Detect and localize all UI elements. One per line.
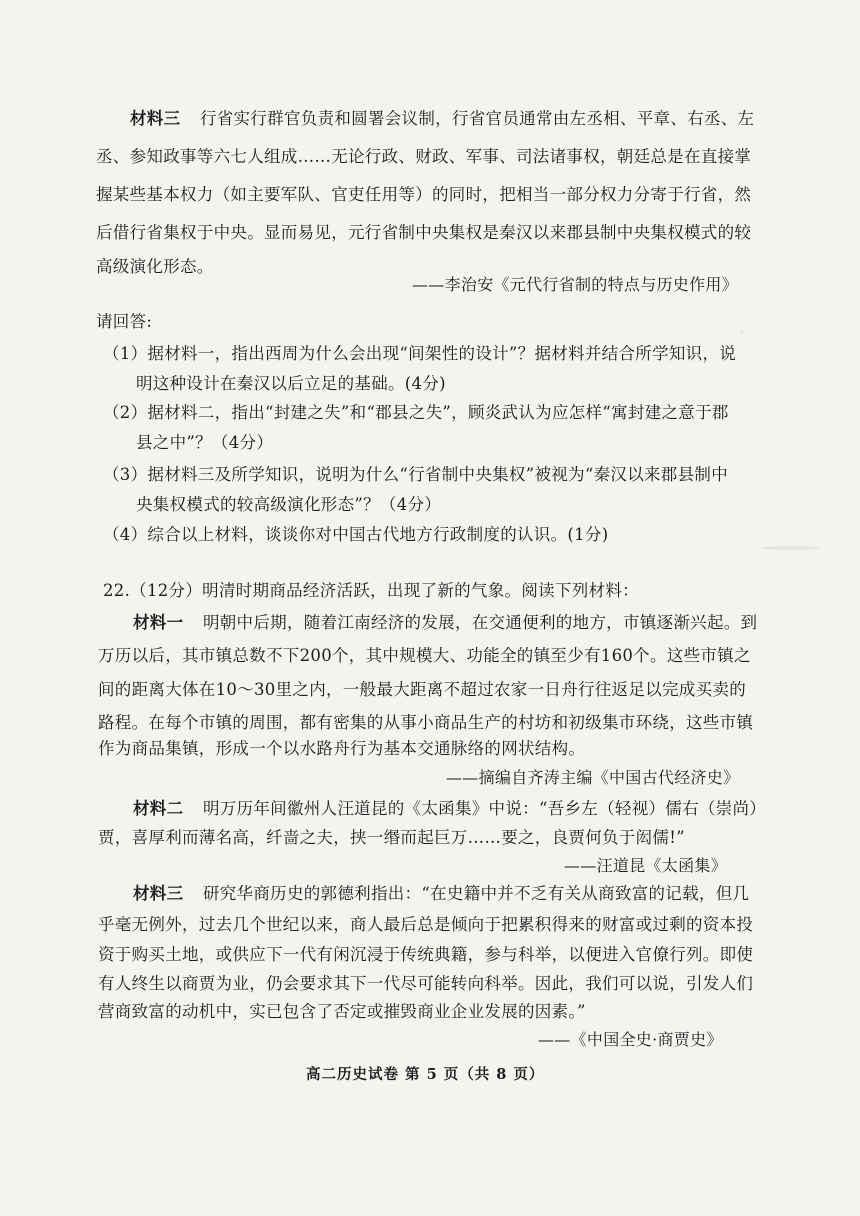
q21-question-2a: （2）据材料二，指出“封建之失”和“郡县之失”，顾炎武认为应怎样“寓封建之意于郡 [103, 403, 729, 422]
q21-material3-line-4: 后借行省集权于中央。显而易见，元行省制中央集权是秦汉以来郡县制中央集权模式的较 [96, 223, 752, 242]
q21-question-3b: 央集权模式的较高级演化形态”？（4分） [136, 495, 442, 514]
q21-material3-line-5: 高级演化形态。 [96, 257, 214, 276]
q22-material1-line-2: 万历以后，其市镇总数不下200个，其中规模大、功能全的镇至少有160个。这些市镇之 [98, 646, 751, 665]
page-footer: 高二历史试卷 第 5 页（共 8 页） [306, 1066, 545, 1083]
q21-prompt: 请回答: [96, 312, 153, 331]
q22-material1-line-4: 路程。在每个市镇的周围，都有密集的从事小商品生产的村坊和初级集市环绕，这些市镇 [98, 713, 754, 732]
q21-material3-line-2: 丞、参知政事等六七人组成……无论行政、财政、军事、司法诸事权，朝廷总是在直接掌 [96, 147, 752, 166]
q21-question-4: （4）综合以上材料，谈谈你对中国古代地方行政制度的认识。(1分) [103, 525, 609, 544]
q21-question-3a: （3）据材料三及所学知识，说明为什么“行省制中央集权”被视为“秦汉以来郡县制中 [103, 465, 729, 484]
q22-material3-line-4: 有人终生以商贾为业，仍会要求其下一代尽可能转向科举。因此，我们可以说，引发人们 [98, 974, 754, 993]
scan-speck [740, 330, 743, 333]
q21-material3-text: 行省实行群官负责和圆署会议制，行省官员通常由左丞相、平章、右丞、左 [199, 109, 755, 128]
q22-heading: 22.（12分）明清时期商品经济活跃，出现了新的气象。阅读下列材料： [103, 581, 639, 600]
q22-material2-line-2: 贾，喜厚利而薄名高，纤啬之夫，挟一缗而起巨万……要之，良贾何负于闳儒!” [98, 828, 685, 847]
q22-material1-source: ——摘编自齐涛主编《中国古代经济史》 [446, 768, 740, 787]
q21-question-1a: （1）据材料一，指出西周为什么会出现“间架性的设计”？据材料并结合所学知识，说 [103, 344, 737, 363]
q21-question-2b: 县之中”？（4分） [136, 433, 274, 452]
q22-material3-line-1 [133, 883, 749, 905]
q22-material3-source: ——《中国全史·商贾史》 [538, 1030, 723, 1049]
q21-question-1b: 明这种设计在秦汉以后立足的基础。(4分) [136, 374, 446, 393]
q22-material2-text: 明万历年间徽州人汪道昆的《太函集》中说：“吾乡左（轻视）儒右（崇尚） [202, 799, 767, 818]
q22-material3-line-3: 资于购买土地，或供应下一代有闲沉浸于传统典籍，参与科举，以便进入官僚行列。即使 [98, 945, 754, 964]
q22-material3-line-5: 营商致富的动机中，实已包含了否定或摧毁商业企业发展的因素。” [98, 1002, 586, 1021]
scan-speck [760, 546, 820, 550]
q22-material3-line-2: 乎毫无例外，过去几个世纪以来，商人最后总是倾向于把累积得来的财富或过剩的资本投 [98, 915, 754, 934]
q21-material3-label: 材料三 [130, 109, 181, 128]
q22-material2-line-1 [133, 798, 766, 820]
q22-material3-label: 材料三 [133, 884, 184, 903]
q22-material3-text: 研究华商历史的郭德利指出：“在史籍中并不乏有关从商致富的记载，但几 [202, 884, 750, 903]
q22-material1-label: 材料一 [133, 613, 184, 632]
q21-material3-line-3: 握某些基本权力（如主要军队、官吏任用等）的同时，把相当一部分权力分寄于行省，然 [96, 185, 752, 204]
q21-material3-line-1 [130, 108, 754, 130]
q21-material3-source: ——李治安《元代行省制的特点与历史作用》 [412, 275, 739, 294]
q22-material1-line-1 [133, 612, 757, 634]
q22-material1-line-5: 作为商品集镇，形成一个以水路舟行为基本交通脉络的网状结构。 [98, 739, 586, 758]
q22-material2-label: 材料二 [133, 799, 184, 818]
q22-material2-source: ——汪道昆《太函集》 [564, 856, 728, 875]
q22-material1-text: 明朝中后期，随着江南经济的发展，在交通便利的地方，市镇逐渐兴起。到 [202, 613, 758, 632]
q22-material1-line-3: 间的距离大体在10～30里之内，一般最大距离不超过农家一日舟行往返足以完成买卖的 [98, 680, 746, 699]
